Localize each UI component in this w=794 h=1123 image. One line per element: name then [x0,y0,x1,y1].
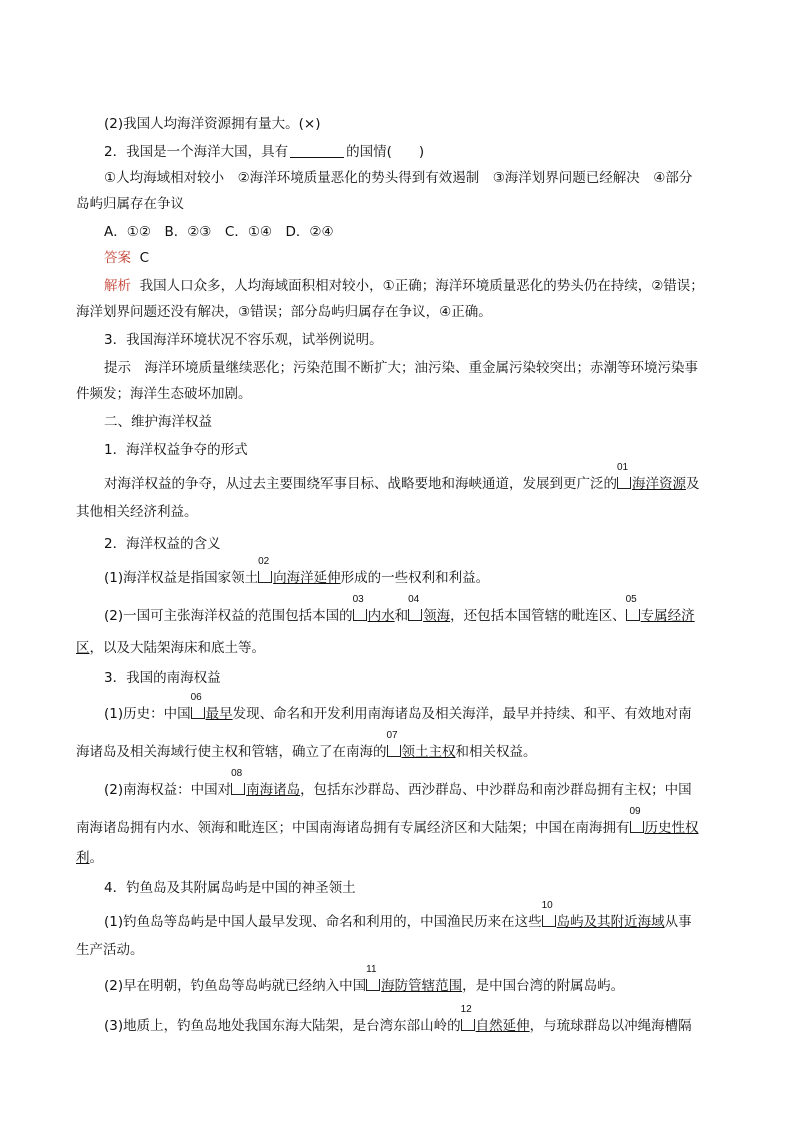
options-line: ①人均海域相对较小 ②海洋环境质量恶化的势头得到有效遏制 ③海洋划界问题已经解决 ④部分 [104,170,693,186]
hint-line: 提示 海洋环境质量继续恶化；污染范围不断扩大；油污染、重金属污染较突出；赤潮等环境污染事 [104,360,698,376]
marker-box [630,821,644,833]
answer-fill: 南海诸岛 [246,782,301,798]
text: ，包括东沙群岛、西沙群岛、中沙群岛和南沙群岛拥有主权；中国 [300,782,692,798]
text: 和 [394,608,409,624]
blank-marker [258,556,273,588]
blank-marker [629,806,645,838]
marker-number: 08 [231,768,243,779]
answer-fill: 区 [76,640,90,656]
answer-fill: 领土主权 [401,744,456,760]
analysis-label: 解析 [104,278,131,294]
blank-marker [190,692,206,724]
paragraph: 生产活动。 [76,942,144,958]
answer-fill: 最早 [205,706,233,722]
question-3: 3．我国海洋环境状况不容乐观，试举例说明。 [104,332,383,348]
subheading: 1．海洋权益争夺的形式 [104,442,248,458]
text: 南海诸岛拥有内水、领海和毗连区；中国南海诸岛拥有专属经济区和大陆架；中国在南海拥有 [76,820,630,836]
answer-fill: 内水 [367,608,395,624]
answer-fill: 专属经济 [640,608,695,624]
answer-label: 答案 [104,250,131,266]
answer-fill: 岛屿及其附近海域 [556,914,665,930]
text: ，还包括本国管辖的毗连区、 [450,608,626,624]
marker-number: 10 [541,900,553,911]
text: (1)钓鱼岛等岛屿是中国人最早发现、命名和利用的，中国渔民历来在这些 [104,914,542,930]
marker-number: 06 [190,692,202,703]
paragraph [104,594,695,626]
marker-number: 07 [386,730,398,741]
blank-marker [352,594,368,626]
marker-number: 11 [366,964,377,975]
options-line: 岛屿归属存在争议 [76,196,184,212]
marker-number: 12 [460,1004,472,1015]
answer-line [104,248,149,268]
paragraph [76,730,537,762]
marker-number: 01 [617,462,629,473]
blank-marker [541,900,557,932]
question-2 [104,142,424,162]
marker-box [542,915,556,927]
blank-marker [460,1004,476,1036]
text: (2)早在明朝，钓鱼岛等岛屿就已经纳入中国 [104,978,367,994]
marker-box [191,707,205,719]
answer-value: C [139,250,150,266]
answer-fill: 领海 [423,608,451,624]
marker-number: 04 [408,594,420,605]
text: 。 [89,850,103,866]
paragraph [76,638,265,658]
paragraph [104,900,692,932]
text: 对海洋权益的争夺，从过去主要围绕军事目标、战略要地和海峡通道，发展到更广泛的 [104,476,617,492]
answer-fill: 利 [76,850,90,866]
subheading: 3．我国的南海权益 [104,670,221,686]
analysis-text: 我国人口众多，人均海域面积相对较小，①正确；海洋环境质量恶化的势头仍在持续，②错误； [139,278,704,294]
marker-number: 03 [352,594,364,605]
text: 发现、命名和开发利用南海诸岛及相关海洋，最早并持续、和平、有效地对南 [232,706,692,722]
text: 和相关权益。 [455,744,537,760]
text: 及 [686,476,700,492]
text: ，是中国台湾的附属岛屿。 [462,978,625,994]
marker-number: 09 [629,806,641,817]
blank-marker [625,594,641,626]
question-text: 的国情( ) [346,144,425,160]
answer-fill: 自然延伸 [475,1018,530,1034]
paragraph [104,462,700,494]
answer-fill: 历史性权 [644,820,699,836]
subheading: 2．海洋权益的含义 [104,536,221,552]
paragraph [104,768,692,800]
marker-box [366,979,380,991]
blank-marker [386,730,402,762]
text: (1)历史：中国 [104,706,191,722]
marker-box [626,609,640,621]
text: (3)地质上，钓鱼岛地处我国东海大陆架，是台湾东部山岭的 [104,1018,461,1034]
analysis-line [104,276,704,296]
paragraph [76,806,699,838]
fill-blank [290,157,344,158]
paragraph [104,692,692,724]
blank-marker [617,462,632,494]
marker-box [408,609,422,621]
answer-fill: 海防管辖范围 [381,978,463,994]
marker-box [258,571,272,583]
paragraph [76,848,103,868]
marker-box [461,1019,475,1031]
paragraph [104,1004,692,1036]
hint-line: 件频发；海洋生态破坏加剧。 [76,386,252,402]
marker-box [617,477,631,489]
subheading: 4．钓鱼岛及其附属岛屿是中国的神圣领土 [104,880,356,896]
paragraph [104,556,490,588]
text: 形成的一些权利和利益。 [340,570,490,586]
answer-fill: 海洋资源 [632,476,686,492]
text: ，以及大陆架海床和底土等。 [89,640,265,656]
paragraph: 其他相关经济利益。 [76,504,198,520]
section-heading: 二、维护海洋权益 [104,414,212,430]
text: 海诸岛及相关海域行使主权和管辖，确立了在南海的 [76,744,387,760]
marker-number: 02 [258,556,270,567]
text: ，与琉球群岛以冲绳海槽隔 [529,1018,692,1034]
paragraph [104,964,625,996]
answer-fill: 向海洋延伸 [273,570,341,586]
marker-box [353,609,367,621]
statement-2: (2)我国人均海洋资源拥有量大。(×) [104,116,321,132]
text: (2)一国可主张海洋权益的范围包括本国的 [104,608,353,624]
text: 从事 [664,914,692,930]
text: (2)南海权益：中国对 [104,782,232,798]
blank-marker [408,594,423,626]
question-text: 2．我国是一个海洋大国，具有 [104,144,289,160]
blank-marker [231,768,246,800]
marker-box [231,783,245,795]
answer-choices: A．①② B．②③ C．①④ D．②④ [104,224,334,240]
text: (1)海洋权益是指国家领土 [104,570,259,586]
marker-box [387,745,401,757]
blank-marker [366,964,381,996]
analysis-text: 海洋划界问题还没有解决，③错误；部分岛屿归属存在争议，④正确。 [76,304,492,320]
marker-number: 05 [625,594,637,605]
